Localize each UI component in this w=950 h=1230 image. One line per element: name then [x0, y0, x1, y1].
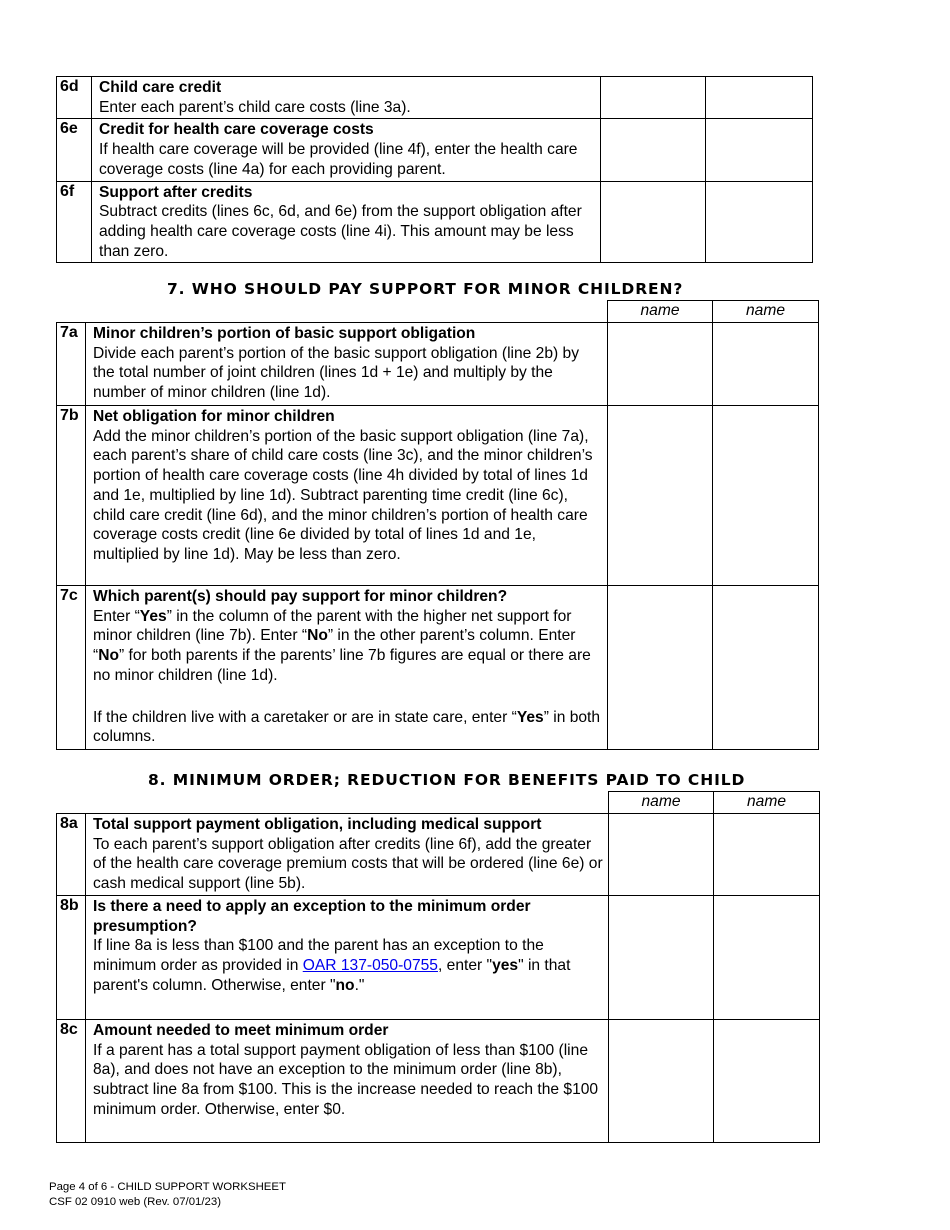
line-instructions: If a parent has a total support payment obligation of less than $100 (line 8a), and does not have an exception to the minimum order (line 8b), subtract line 8a from $100. This is the increase needed to reach the $100 minimum order. Otherwise, enter $0. [93, 1041, 599, 1118]
table-row-6f [57, 181, 813, 263]
line-number: 8c [57, 1019, 86, 1142]
line-title: Total support payment obligation, including medical support [93, 816, 542, 833]
table-row-6e [57, 119, 813, 181]
table-row-7c [57, 586, 819, 750]
line-number: 6f [57, 181, 92, 263]
line-instructions-caretaker: If the children live with a caretaker or are in state care, enter “Yes” in both columns. [93, 708, 601, 746]
line-instructions: Subtract credits (lines 6c, 6d, and 6e) from the support obligation after adding health care coverage costs (line 4i). This amount may be less than zero. [99, 203, 582, 260]
parent-1-entry-cell[interactable] [608, 323, 713, 406]
line-title: Minor children’s portion of basic support obligation [93, 325, 476, 342]
line-number: 7a [57, 323, 86, 406]
line-instructions: Divide each parent’s portion of the basic support obligation (line 2b) by the total number of joint children (lines 1d + 1e) and multiply by the number of minor children (line 1d). [93, 344, 580, 402]
line-description [86, 406, 608, 586]
line-number: 7b [57, 406, 86, 586]
line-instructions: If line 8a is less than $100 and the parent has an exception to the minimum order as provided in OAR 137-050-0755, enter "yes" in that parent's column. Otherwise, enter "no." [93, 937, 571, 994]
line-description [92, 119, 601, 181]
line-instructions: To each parent’s support obligation after credits (line 6f), add the greater of the health care coverage premium costs that will be ordered (line 6e) or cash medical support (line 5b). [93, 835, 603, 893]
table-row-6d [57, 77, 813, 119]
table-row-8b [57, 895, 820, 1019]
line-instructions: Enter “Yes” in the column of the parent with the higher net support for minor children (line 7b). Enter “No” in the other parent’s column. Enter “No” for both parents if the parents’ line 7b figures are equal or there are no minor children (line 1d). [93, 607, 591, 684]
line-number: 6d [57, 77, 92, 119]
parent-2-entry-cell[interactable] [714, 814, 820, 896]
table-row-8a [57, 814, 820, 896]
line-instructions: If health care coverage will be provided (line 4f), enter the health care coverage costs (line 4a) for each providing parent. [99, 141, 578, 178]
oar-rule-link[interactable]: OAR 137-050-0755 [302, 956, 438, 974]
line-number: 6e [57, 119, 92, 181]
line-title: Support after credits [99, 183, 253, 201]
page-footer [49, 1180, 286, 1210]
section-8-column-headers [57, 792, 820, 814]
line-title: Which parent(s) should pay support for minor children? [93, 588, 508, 605]
parent-1-entry-cell[interactable] [601, 181, 706, 263]
parent-1-entry-cell[interactable] [608, 406, 713, 586]
line-instructions: Add the minor children’s portion of the basic support obligation (line 7a), each parent’s share of child care costs (line 3c), and the minor children’s portion of health care coverage costs (line 4h divided by total of lines 1d and 1e, multiplied by line 1d). Subtract parenting time credit (line 6c), child care credit (line 6d), and the minor children’s portion of health care coverage costs credit (line 6e divided by total of lines 1d and 1e, multiplied by line 1d). May be less than zero. [93, 427, 593, 563]
section-7-column-headers [57, 301, 819, 323]
parent-2-name-header[interactable]: name [713, 301, 819, 323]
section-8-table [56, 791, 820, 1143]
parent-1-name-header[interactable]: name [608, 301, 713, 323]
line-description [86, 586, 608, 750]
line-title: Credit for health care coverage costs [99, 121, 374, 139]
parent-2-entry-cell[interactable] [713, 586, 819, 750]
parent-1-entry-cell[interactable] [601, 77, 706, 119]
line-title: Is there a need to apply an exception to the minimum order presumption? [93, 897, 531, 935]
parent-2-entry-cell[interactable] [714, 895, 820, 1019]
parent-2-entry-cell[interactable] [706, 77, 813, 119]
parent-2-entry-cell[interactable] [706, 119, 813, 181]
parent-1-entry-cell[interactable] [601, 119, 706, 181]
section-6-table [56, 76, 813, 263]
parent-2-entry-cell[interactable] [713, 406, 819, 586]
line-title: Net obligation for minor children [93, 408, 335, 425]
section-7-table [56, 300, 819, 750]
parent-1-name-header[interactable]: name [609, 792, 714, 814]
parent-2-entry-cell[interactable] [713, 323, 819, 406]
line-number: 8a [57, 814, 86, 896]
line-instructions: Enter each parent’s child care costs (line 3a). [99, 98, 411, 116]
line-number: 8b [57, 895, 86, 1019]
section-8-heading: 8. MINIMUM ORDER; REDUCTION FOR BENEFITS PAID TO CHILD [148, 771, 746, 789]
table-row-8c [57, 1019, 820, 1142]
line-title: Amount needed to meet minimum order [93, 1021, 389, 1039]
line-number: 7c [57, 586, 86, 750]
table-row-7b [57, 406, 819, 586]
section-7-heading: 7. WHO SHOULD PAY SUPPORT FOR MINOR CHILDREN? [167, 280, 684, 298]
table-row-7a [57, 323, 819, 406]
parent-2-name-header[interactable]: name [714, 792, 820, 814]
line-description [92, 77, 601, 119]
line-title: Child care credit [99, 79, 222, 96]
line-description [86, 895, 609, 1019]
parent-2-entry-cell[interactable] [706, 181, 813, 263]
parent-1-entry-cell[interactable] [609, 1019, 714, 1142]
line-description [86, 1019, 609, 1142]
parent-1-entry-cell[interactable] [609, 895, 714, 1019]
parent-1-entry-cell[interactable] [608, 586, 713, 750]
parent-1-entry-cell[interactable] [609, 814, 714, 896]
line-description [86, 323, 608, 406]
line-description [92, 181, 601, 263]
footer-page-label: Page 4 of 6 - CHILD SUPPORT WORKSHEET [49, 1181, 286, 1193]
line-description [86, 814, 609, 896]
parent-2-entry-cell[interactable] [714, 1019, 820, 1142]
footer-form-id: CSF 02 0910 web (Rev. 07/01/23) [49, 1196, 222, 1208]
